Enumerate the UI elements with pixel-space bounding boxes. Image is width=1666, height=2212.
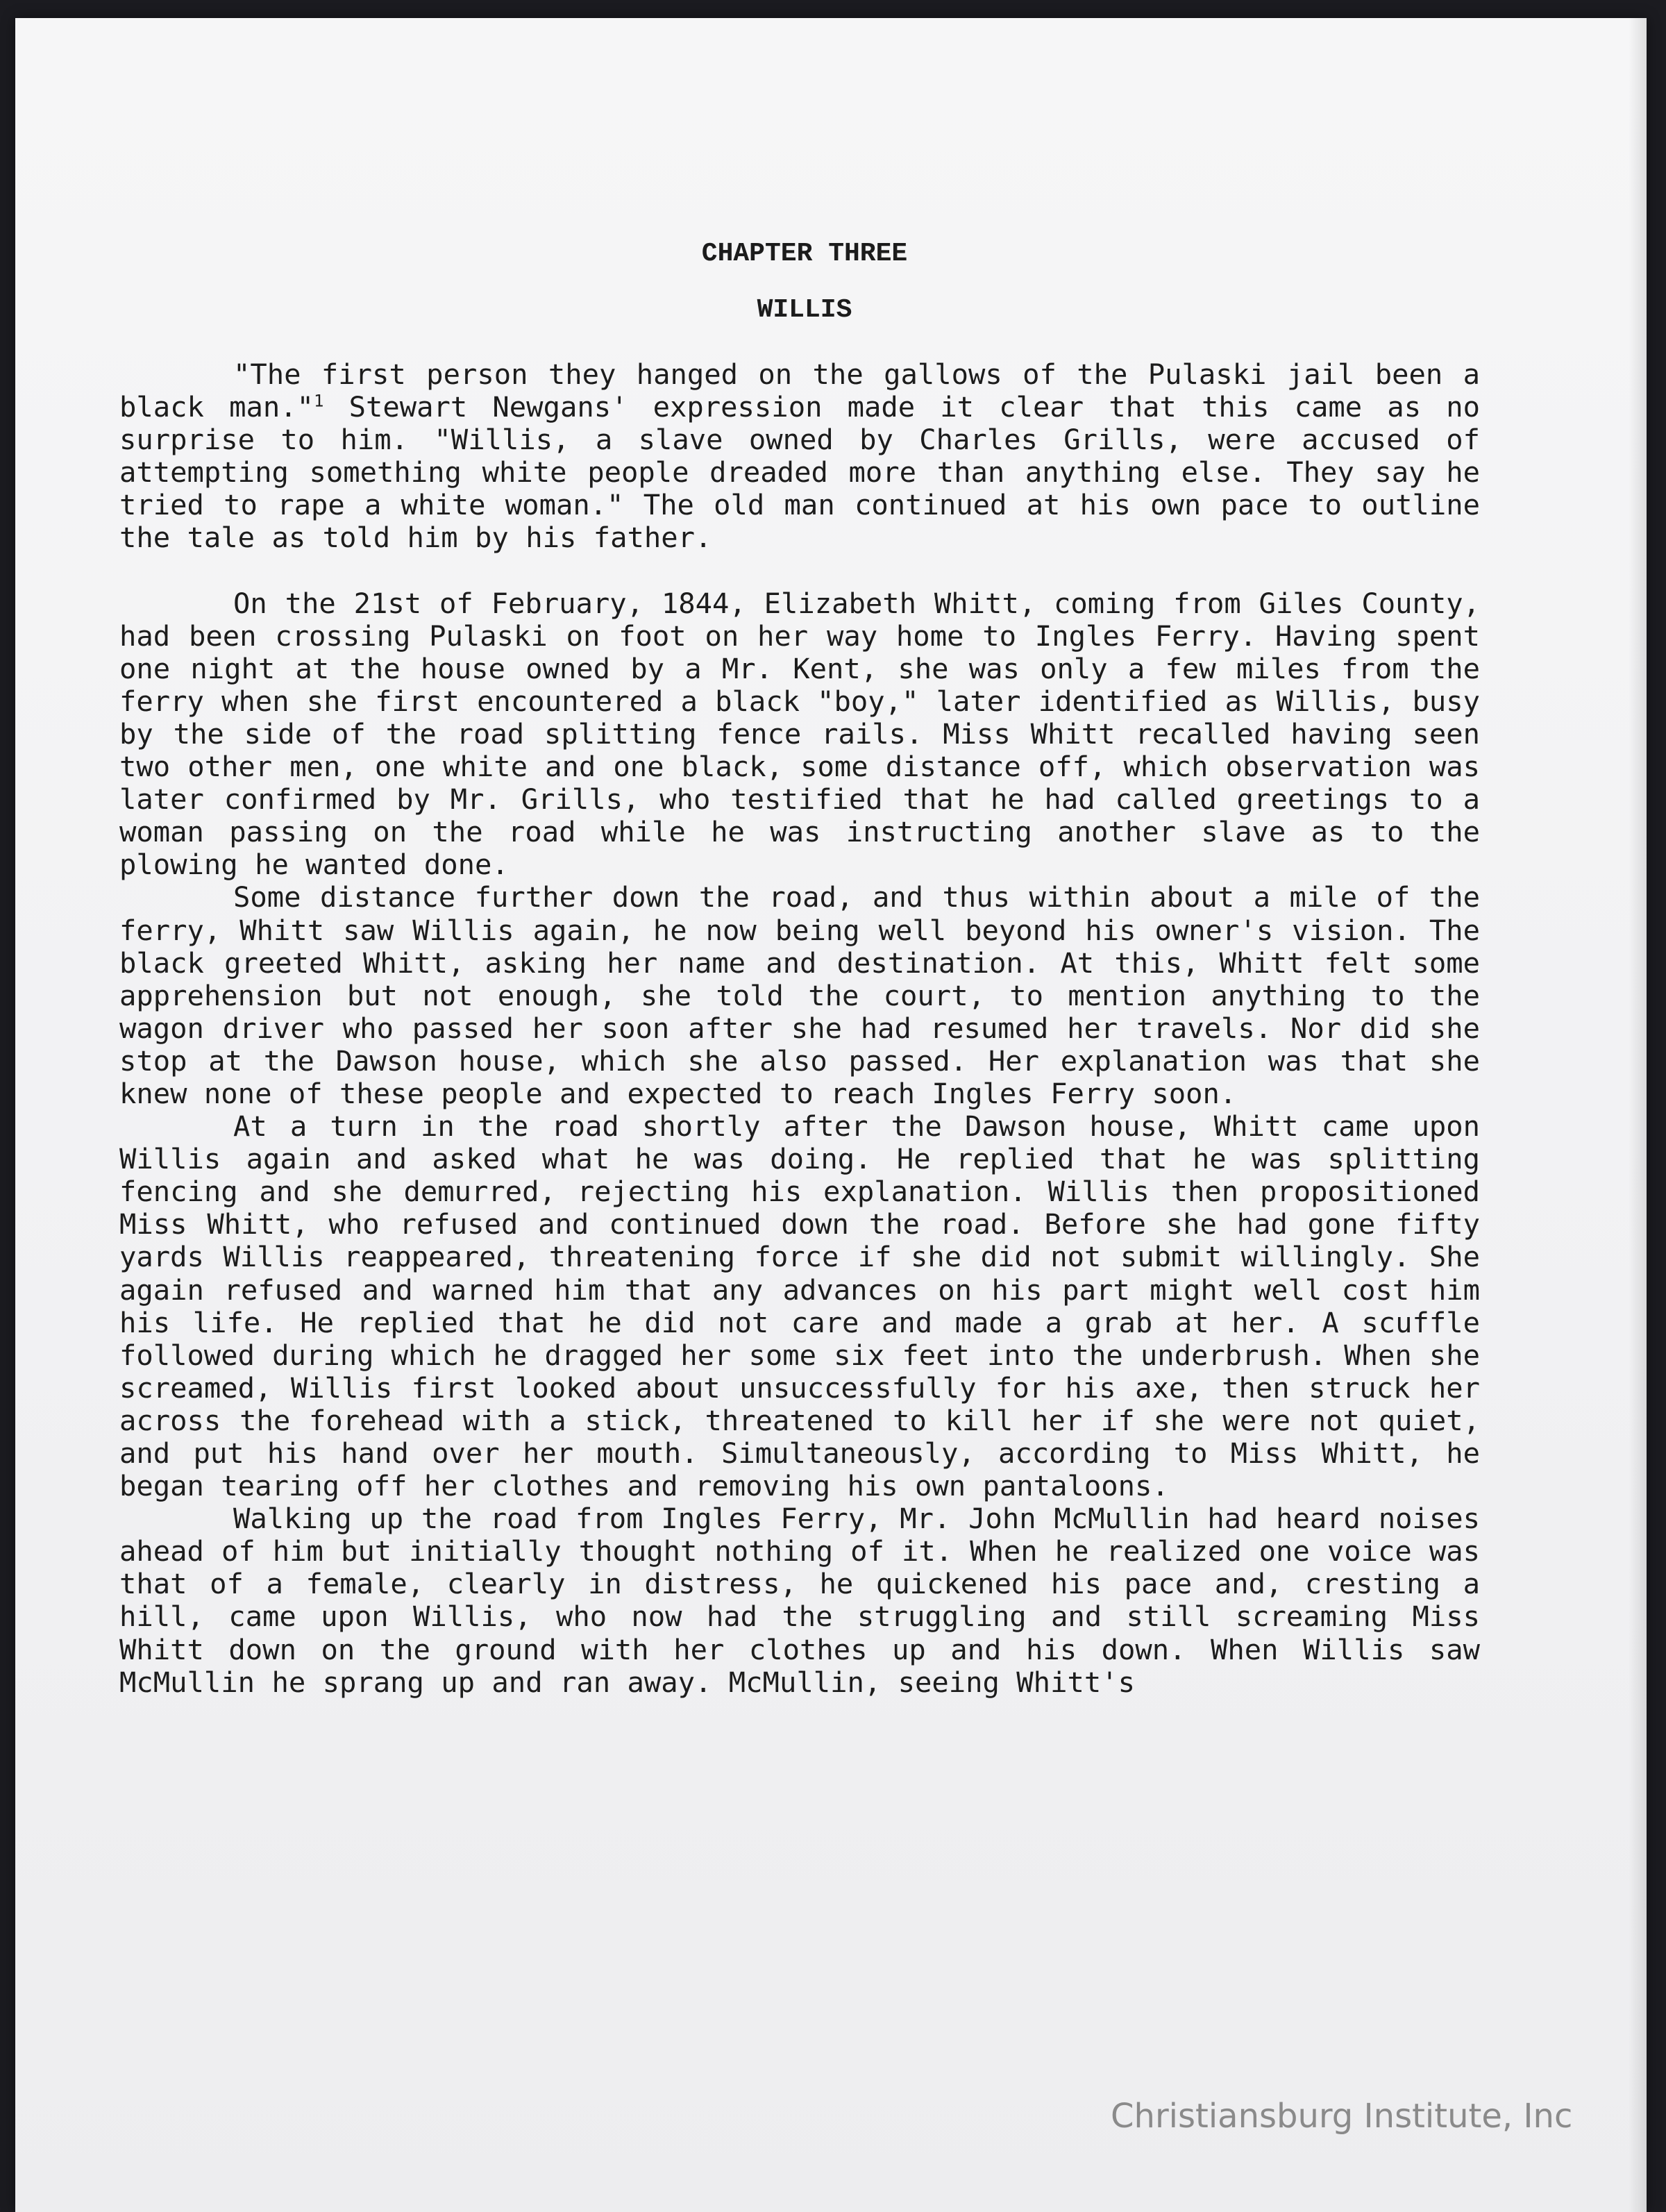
page-text [119, 237, 1480, 1699]
page-edge-shadow [1629, 18, 1647, 2212]
paragraph-1 [119, 358, 1480, 555]
paragraph-4: At a turn in the road shortly after the Dawson house, Whitt came upon Willis again and asked what he was doing. He replied that he was splitting fencing and she demurred, rejecting his explanation. Willis then propositioned Miss Whitt, who refused and continued down the road. Before she had gone fifty yards Willis reappeared, threatening force if she did not submit willingly. She again refused and warned him that any advances on his part might well cost him his life. He replied that he did not care and made a grab at her. A scuffle followed during which he dragged her some six feet into the underbrush. When she screamed, Willis first looked about unsuccessfully for his axe, then struck her across the forehead with a stick, threatened to kill her if she were not quiet, and put his hand over her mouth. Simultaneously, according to Miss Whitt, he began tearing off her clothes and removing his own pantaloons. [119, 1109, 1480, 1503]
document-page [15, 18, 1647, 2212]
chapter-title: WILLIS [757, 295, 852, 325]
paragraph-1-rest: Stewart Newgans' expression made it clear that this came as no surprise to him. "Willis, a slave owned by Charles Grills, were accused of attempting something white people dreaded more than anything else. They say he tried to rape a white woman." The old man continued at his own pace to outline the tale as told him by his father. [119, 390, 1480, 555]
paragraph-2: On the 21st of February, 1844, Elizabeth Whitt, coming from Giles County, had been crossing Pulaski on foot on her way home to Ingles Ferry. Having spent one night at the house owned by a Mr. Kent, she was only a few miles from the ferry when she first encountered a black "boy," later identified as Willis, busy by the side of the road splitting fence rails. Miss Whitt recalled having seen two other men, one white and one black, some distance off, which observation was later confirmed by Mr. Grills, who testified that he had called greetings to a woman passing on the road while he was instructing another slave as to the plowing he wanted done. [119, 586, 1480, 882]
chapter-label: CHAPTER THREE [701, 239, 908, 269]
footnote-marker: 1 [313, 391, 324, 411]
paragraph-1-quote: "The first person they hanged on the gallows of the Pulaski jail been a black man." [119, 358, 1480, 424]
watermark: Christiansburg Institute, Inc [1111, 2097, 1573, 2136]
paragraph-5: Walking up the road from Ingles Ferry, Mr. John McMullin had heard noises ahead of him but initially thought nothing of it. When he realized one voice was that of a female, clearly in distress, he quickened his pace and, cresting a hill, came upon Willis, who now had the struggling and still screaming Miss Whitt down on the ground with her clothes up and his down. When Willis saw McMullin he sprang up and ran away. McMullin, seeing Whitt's [119, 1502, 1480, 1699]
paragraph-3: Some distance further down the road, and thus within about a mile of the ferry, Whitt saw Willis again, he now being well beyond his owner's vision. The black greeted Whitt, asking her name and destination. At this, Whitt felt some apprehension but not enough, she told the court, to mention anything to the wagon driver who passed her soon after she had resumed her travels. Nor did she stop at the Dawson house, which she also passed. Her explanation was that she knew none of these people and expected to reach Ingles Ferry soon. [119, 880, 1480, 1110]
